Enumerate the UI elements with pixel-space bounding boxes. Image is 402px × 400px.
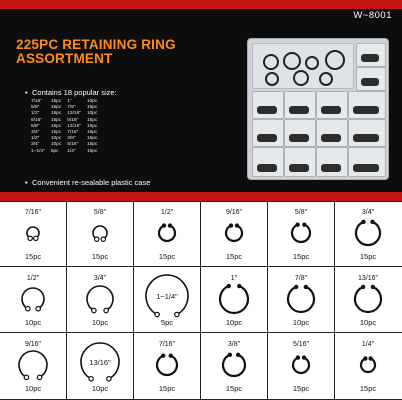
size-table-cell: 3/4" (31, 130, 40, 136)
ring-lug (296, 223, 299, 226)
ring-lug (364, 357, 367, 360)
ring-tile (0, 201, 66, 266)
ring-size-label: 13/16" (357, 275, 378, 282)
ring-size-label: 9/16" (225, 209, 243, 216)
ring-quantity-label: 15pc (24, 252, 42, 261)
ring-pile (353, 134, 379, 142)
ring-quantity-label: 15pc (158, 384, 176, 393)
ring-lug (92, 308, 96, 312)
ring-pile (361, 78, 379, 86)
ring-arc (292, 225, 310, 242)
ring-lug (169, 354, 172, 357)
size-table-cell: 1" (67, 99, 72, 104)
case-compartment (284, 119, 316, 147)
case-compartment (348, 91, 386, 119)
ring-pile (289, 134, 309, 142)
ring-pile (321, 164, 341, 172)
ring-arc (293, 358, 309, 373)
size-table-cell: 15pc (50, 111, 62, 117)
ring-tile (335, 267, 401, 332)
ring-lug (362, 285, 365, 288)
ring-size-label: 1/2" (160, 209, 174, 216)
ring-quantity-label: 15pc (158, 252, 176, 261)
case-compartment (252, 147, 284, 177)
case-compartment (316, 91, 348, 119)
size-table-cell: 10pc (50, 142, 62, 148)
case-compartment (356, 43, 386, 67)
ring-lug (37, 375, 41, 379)
size-table-cell: 9/16" (31, 117, 43, 123)
ring-pile (353, 106, 379, 114)
size-table-cell: 13/16" (67, 123, 81, 129)
ring-tile (67, 267, 133, 332)
case-compartment (252, 91, 284, 119)
ring-lug (238, 284, 241, 287)
ring-icon (263, 54, 279, 70)
ring-pile (321, 134, 341, 142)
ring-lug (237, 353, 240, 356)
ring-arc (356, 222, 380, 245)
plastic-case-image (247, 38, 389, 180)
ring-lug (155, 312, 159, 316)
ring-lug (175, 312, 179, 316)
size-table-cell: 10pc (86, 99, 98, 104)
grid-divider (0, 332, 402, 333)
size-table-cell: 7/16" (67, 130, 79, 136)
size-table (31, 99, 103, 155)
size-table-cell: 10pc (86, 111, 98, 117)
ring-tile (67, 201, 133, 266)
ring-icon (293, 70, 309, 86)
size-table-cell: 1/2" (31, 136, 40, 142)
size-table-cell: 15pc (50, 123, 62, 129)
case-compartment (316, 147, 348, 177)
ring-size-label: 5/16" (292, 341, 310, 348)
ring-quantity-label: 10pc (24, 318, 42, 327)
size-table-cell: 5/8" (31, 123, 40, 129)
case-compartment (356, 67, 386, 91)
ring-arc (226, 226, 242, 241)
size-table-cell: 3/8" (67, 136, 76, 142)
title-line-2: ASSORTMENT (16, 51, 113, 66)
grid-divider (66, 201, 67, 400)
ring-tile (335, 201, 401, 266)
case-compartment (284, 91, 316, 119)
size-table-cell: 1/2" (31, 111, 40, 117)
top-red-band (0, 0, 402, 9)
ring-pile (257, 134, 277, 142)
ring-pile (289, 106, 309, 114)
ring-quantity-label: 15pc (91, 252, 109, 261)
ring-icon (265, 72, 279, 86)
grid-divider (334, 201, 335, 400)
ring-lug (304, 285, 307, 288)
ring-size-label: 3/8" (227, 341, 241, 348)
ring-lug (107, 377, 111, 381)
size-table-cell: 5/16" (67, 142, 79, 148)
ring-lug (227, 284, 230, 287)
ring-tile (0, 267, 66, 332)
ring-arc (19, 351, 47, 377)
ring-size-label: 9/16" (24, 341, 42, 348)
ring-tile (268, 267, 334, 332)
ring-size-label: 7/16" (158, 341, 176, 348)
ring-pile (257, 164, 277, 172)
ring-lug (371, 220, 374, 223)
ring-lug (162, 354, 165, 357)
ring-quantity-label: 10pc (91, 318, 109, 327)
ring-icon (325, 50, 345, 70)
ring-size-label: 5/8" (294, 209, 308, 216)
ring-tile (335, 333, 401, 398)
size-table-cell: 15pc (86, 117, 98, 123)
size-table-cell: 15pc (86, 123, 98, 129)
ring-lug (296, 356, 299, 359)
ring-arc (355, 287, 381, 312)
ring-size-label: 1/2" (26, 275, 40, 282)
ring-inner-size-label: 1~1/4" (156, 292, 178, 301)
bottom-red-band (0, 192, 402, 201)
grid-divider (267, 201, 268, 400)
size-table-cell: 15pc (50, 117, 62, 123)
ring-lug (162, 224, 165, 227)
ring-arc (22, 288, 44, 309)
ring-lug (362, 220, 365, 223)
size-table-cell: 5pc (50, 148, 59, 154)
ring-lug (303, 223, 306, 226)
size-table-cell: 7/8" (67, 105, 76, 111)
case-compartment (252, 119, 284, 147)
size-table-cell: 10pc (50, 136, 62, 142)
size-table-cell: 5/8" (31, 105, 40, 111)
ring-quantity-label: 10pc (225, 318, 243, 327)
ring-lug (34, 236, 38, 240)
ring-arc (223, 355, 245, 376)
case-compartment (284, 147, 316, 177)
ring-lug (36, 307, 40, 311)
ring-quantity-label: 15pc (359, 384, 377, 393)
ring-pile (289, 164, 309, 172)
size-table-cell: 1~1/4" (31, 148, 45, 154)
ring-arc (87, 286, 113, 310)
ring-quantity-label: 15pc (292, 384, 310, 393)
ring-tile (134, 267, 200, 332)
size-table-cell: 15pc (50, 105, 62, 111)
ring-pile (257, 106, 277, 114)
ring-arc (159, 226, 175, 241)
ring-quantity-label: 15pc (225, 252, 243, 261)
ring-lug (229, 224, 232, 227)
ring-lug (89, 377, 93, 381)
ring-pile (321, 106, 341, 114)
ring-quantity-label: 5pc (160, 318, 174, 327)
ring-quantity-label: 10pc (359, 318, 377, 327)
ring-icon (319, 72, 333, 86)
ring-arc (157, 356, 177, 375)
ring-lug (235, 224, 238, 227)
ring-pile (353, 164, 379, 172)
ring-icon (283, 52, 301, 70)
ring-size-label: 3/4" (93, 275, 107, 282)
size-table-cell: 15pc (86, 148, 98, 154)
ring-quantity-label: 10pc (24, 384, 42, 393)
ring-lug (26, 307, 30, 311)
ring-size-label: 7/16" (24, 209, 42, 216)
ring-icon (305, 56, 319, 70)
size-table-cell: 7/16" (31, 99, 43, 104)
ring-arc (361, 359, 375, 372)
case-compartment (348, 147, 386, 177)
title-line-1: 225PC RETAINING RING (16, 37, 176, 52)
size-table-cell: 15pc (50, 99, 62, 104)
size-table-cell: 13/16" (67, 111, 81, 117)
size-table-cell: 5/16" (67, 117, 79, 123)
case-compartment (316, 119, 348, 147)
ring-tile (201, 267, 267, 332)
product-title (16, 38, 176, 66)
ring-lug (104, 308, 108, 312)
size-table-row (31, 149, 103, 155)
ring-tile (134, 201, 200, 266)
size-table-cell: 15pc (86, 136, 98, 142)
ring-tile (201, 333, 267, 398)
size-table-cell: 15pc (86, 142, 98, 148)
ring-inner-size-label: 13/16" (89, 358, 111, 367)
size-table-cell: 3/4" (31, 142, 40, 148)
ring-lug (228, 353, 231, 356)
ring-lug (295, 285, 298, 288)
ring-lug (28, 236, 32, 240)
ring-lug (101, 237, 105, 241)
grid-divider (133, 201, 134, 400)
ring-size-label: 7/8" (294, 275, 308, 282)
ring-arc (288, 287, 314, 312)
convenient-text: • Convenient re-sealable plastic case (32, 178, 150, 187)
ring-tile (134, 333, 200, 398)
ring-quantity-label: 10pc (292, 318, 310, 327)
ring-lug (168, 224, 171, 227)
size-table-cell: 15pc (86, 105, 98, 111)
size-table-cell: 1/4" (67, 148, 76, 154)
size-table-cell: 15pc (86, 130, 98, 136)
ring-tile (67, 333, 133, 398)
ring-size-label: 5/8" (93, 209, 107, 216)
ring-tile (268, 333, 334, 398)
ring-tile (0, 333, 66, 398)
contains-text: • Contains 18 popular size: (32, 88, 117, 97)
ring-lug (369, 357, 372, 360)
size-table-row (31, 118, 103, 124)
ring-lug (371, 285, 374, 288)
ring-size-label: 1/4" (361, 341, 375, 348)
ring-arc (220, 286, 248, 313)
ring-tile (201, 201, 267, 266)
size-table-cell: 15pc (50, 130, 62, 136)
grid-divider (200, 201, 201, 400)
ring-grid (0, 201, 402, 400)
ring-quantity-label: 15pc (225, 384, 243, 393)
case-lid (252, 43, 354, 89)
ring-lug (95, 237, 99, 241)
case-compartment (348, 119, 386, 147)
grid-divider (0, 201, 402, 202)
ring-tile (268, 201, 334, 266)
ring-size-label: 1" (230, 275, 238, 282)
ring-lug (24, 375, 28, 379)
product-code: W~8001 (353, 10, 392, 21)
grid-divider (0, 266, 402, 267)
ring-size-label: 3/4" (361, 209, 375, 216)
ring-quantity-label: 15pc (359, 252, 377, 261)
ring-quantity-label: 15pc (292, 252, 310, 261)
ring-lug (302, 356, 305, 359)
ring-pile (361, 54, 379, 62)
ring-quantity-label: 10pc (91, 384, 109, 393)
